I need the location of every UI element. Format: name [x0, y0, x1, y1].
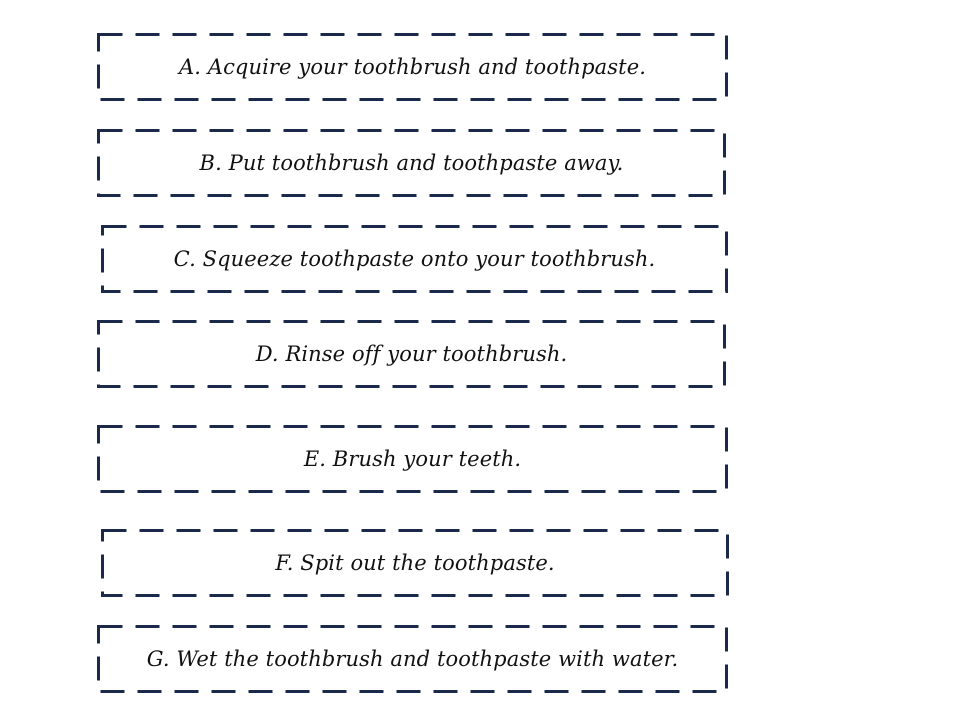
- step-card-g: [97, 625, 728, 693]
- step-label-d: D. Rinse off your toothbrush.: [255, 342, 568, 366]
- step-label-f: F. Spit out the toothpaste.: [275, 551, 555, 575]
- step-card-d: [97, 320, 726, 388]
- step-label-a: A. Acquire your toothbrush and toothpaste.: [178, 55, 647, 79]
- step-card-b: [97, 129, 726, 197]
- step-card-f: [101, 529, 729, 597]
- step-label-b: B. Put toothbrush and toothpaste away.: [199, 151, 624, 175]
- step-label-g: G. Wet the toothbrush and toothpaste with water.: [146, 647, 679, 671]
- step-label-c: C. Squeeze toothpaste onto your toothbrush.: [173, 247, 656, 271]
- step-card-a: [97, 33, 728, 101]
- step-label-e: E. Brush your teeth.: [303, 447, 522, 471]
- step-card-c: [101, 225, 728, 293]
- step-card-e: [97, 425, 728, 493]
